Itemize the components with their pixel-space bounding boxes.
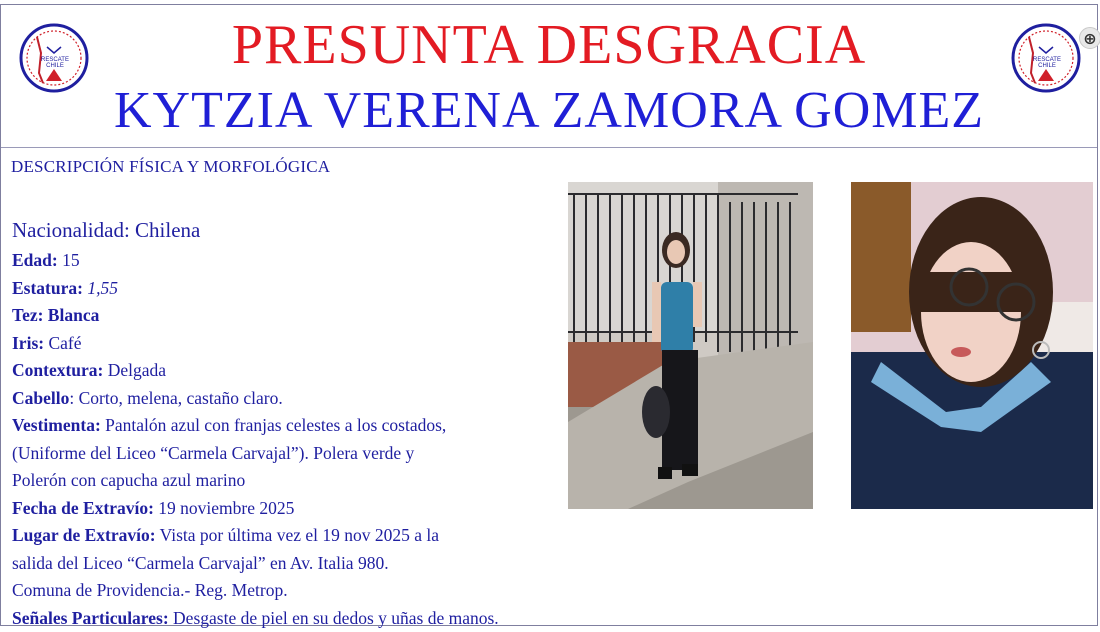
place-value: Vista por última vez el 19 nov 2025 a la (156, 525, 439, 545)
iris-value: Café (44, 333, 81, 353)
build-label: Contextura: (12, 360, 103, 380)
svg-text:RESCATE: RESCATE (1033, 57, 1061, 63)
date-value: 19 noviembre 2025 (154, 498, 294, 518)
height-row (12, 275, 572, 303)
age-value: 15 (58, 250, 80, 270)
iris-label: Iris: (12, 333, 44, 353)
date-label: Fecha de Extravío: (12, 498, 154, 518)
date-row (12, 495, 572, 523)
svg-text:RESCATE: RESCATE (41, 57, 69, 63)
clothing-label: Vestimenta: (12, 415, 101, 435)
zoom-in-icon[interactable]: ⊕ (1079, 27, 1100, 49)
clothing-line-3: Polerón con capucha azul marino (12, 467, 572, 495)
height-label: Estatura: (12, 278, 83, 298)
svg-text:CHILE: CHILE (1038, 63, 1056, 69)
full-body-photo (568, 182, 813, 509)
svg-text:CHILE: CHILE (46, 63, 64, 69)
height-value: 1,55 (83, 278, 118, 298)
missing-person-poster (0, 4, 1098, 626)
nationality-row (12, 213, 572, 247)
alert-title: PRESUNTA DESGRACIA (1, 15, 1097, 75)
poster-header (1, 5, 1097, 148)
place-line-2: salida del Liceo “Carmela Carvajal” en Av. Italia 980. (12, 550, 572, 578)
hair-label: Cabello (12, 388, 69, 408)
place-row (12, 522, 572, 550)
clothing-line-2: (Uniforme del Liceo “Carmela Carvajal”). Polera verde y (12, 440, 572, 468)
skin-row (12, 302, 572, 330)
iris-row (12, 330, 572, 358)
marks-label: Señales Particulares: (12, 608, 169, 628)
build-value: Delgada (103, 360, 166, 380)
section-title: DESCRIPCIÓN FÍSICA Y MORFOLÓGICA (11, 157, 330, 177)
place-label: Lugar de Extravío: (12, 525, 156, 545)
build-row (12, 357, 572, 385)
skin-label: Tez: Blanca (12, 305, 99, 325)
nationality-value: Chilena (130, 218, 201, 242)
clothing-row (12, 412, 572, 440)
person-details (12, 213, 572, 632)
hair-value: : Corto, melena, castaño claro. (69, 388, 282, 408)
nationality-label: Nacionalidad: (12, 218, 130, 242)
hair-row (12, 385, 572, 413)
selfie-photo (851, 182, 1093, 509)
place-line-3: Comuna de Providencia.- Reg. Metrop. (12, 577, 572, 605)
age-row (12, 247, 572, 275)
rescate-chile-logo-right (1011, 23, 1081, 93)
marks-value: Desgaste de piel en su dedos y uñas de manos. (169, 608, 499, 628)
age-label: Edad: (12, 250, 58, 270)
person-name: KYTZIA VERENA ZAMORA GOMEZ (1, 81, 1097, 141)
clothing-value: Pantalón azul con franjas celestes a los costados, (101, 415, 447, 435)
